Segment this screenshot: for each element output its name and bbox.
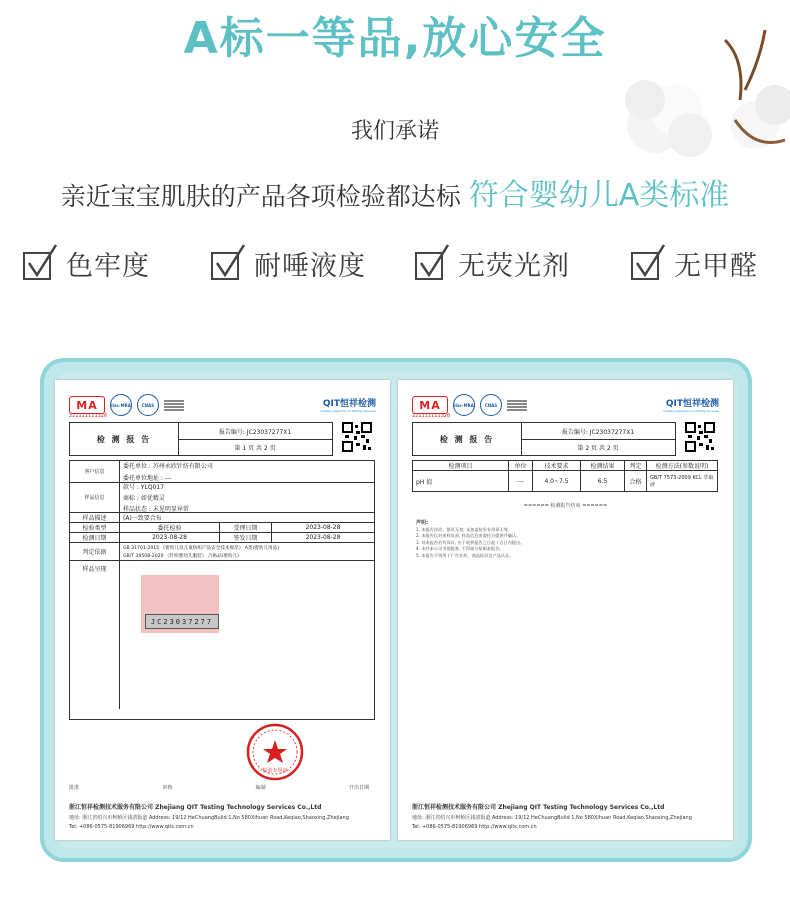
cma-number: 221111111326 xyxy=(412,413,451,419)
recv-date-label: 受理日期 xyxy=(220,523,272,532)
client-address: --- xyxy=(164,475,172,482)
col-header: 检测项目 xyxy=(413,461,509,470)
photo-label: 样品呈现 xyxy=(70,561,120,709)
report-title: 检 测 报 告 xyxy=(70,423,179,455)
report-number: 报告编号: JC23037277X1 xyxy=(521,423,675,440)
sample-desc: (A)一致要合布 xyxy=(123,515,162,522)
cell-key: 样品状态 xyxy=(123,506,148,512)
table-cell: GB/T 7573-2009 KCL 萃取液 xyxy=(650,475,714,488)
feature-no-formaldehyde xyxy=(630,238,758,288)
note-item: 3. 对本报告若有异议, 应于收到报告之日起十五日内提出。 xyxy=(416,539,525,545)
report-title-box xyxy=(412,422,676,456)
feature-label: 无甲醛 xyxy=(674,250,758,282)
checkbox-check-icon xyxy=(22,243,60,283)
cotton-flower-image xyxy=(615,30,790,170)
col-header: 检测方法(参数说明) xyxy=(655,463,709,470)
col-header: 判定 xyxy=(625,461,647,470)
report-title-box xyxy=(69,422,333,456)
issue-date: 2023-08-28 xyxy=(305,534,341,541)
headline: A标一等品,放心安全 xyxy=(183,13,607,64)
table-cell: --- xyxy=(509,471,533,491)
sample-tag: JC23037277 xyxy=(145,614,219,629)
inspect-type: 委托检验 xyxy=(120,523,220,532)
cell-key: 委托单位 xyxy=(123,463,148,470)
qit-logo: QIT恒祥检测 xyxy=(322,399,376,409)
report-footer xyxy=(69,802,381,833)
footer-tel: Tel: +086-0575-81906969 http://www.qits.com.cn xyxy=(412,824,537,830)
results-header-row xyxy=(413,461,717,471)
feature-label: 色牢度 xyxy=(66,250,150,282)
table-cell: 合格 xyxy=(625,471,647,491)
col-header: 检测结果 xyxy=(581,461,625,470)
compile-label: 编制 xyxy=(255,785,266,791)
test-date: 2023-08-28 xyxy=(120,533,220,542)
footer-company: 浙江恒祥检测技术服务有限公司 Zhejiang QIT Testing Technology Services Co.,Ltd xyxy=(69,804,322,811)
stamp-text: 检验专用章 xyxy=(262,768,288,774)
note-item: 1. 本报告涂改、错页无效; 未加盖检验专用章无效。 xyxy=(416,526,513,532)
table-cell: 6.5 xyxy=(581,471,625,491)
checkbox-check-icon xyxy=(210,243,248,283)
page-number: 第 2 页 共 2 页 xyxy=(577,444,619,452)
basis-label: 判定依据 xyxy=(70,543,120,560)
report-notes xyxy=(416,520,706,559)
subline xyxy=(0,170,790,214)
promise-heading: 我们承诺 xyxy=(350,119,439,144)
inspect-type-label: 检验类型 xyxy=(70,523,120,532)
sample-fabric-photo xyxy=(141,575,219,633)
col-header: 单位 xyxy=(509,461,533,470)
notes-title: 声明: xyxy=(416,520,428,526)
date-label: 开出日期 xyxy=(348,785,369,791)
cma-number: 221111111326 xyxy=(69,413,108,419)
report-page-1 xyxy=(55,380,390,840)
table-cell: 4.0~7.5 xyxy=(533,471,581,491)
results-table xyxy=(412,460,718,492)
signature-row xyxy=(69,784,369,791)
qr-code-icon xyxy=(342,422,372,452)
feature-colorfastness xyxy=(22,238,150,288)
approve-label: 批准 xyxy=(69,785,80,791)
table-cell: pH 值 xyxy=(413,471,509,491)
qit-subtitle: Quality Inspection & Testing Services xyxy=(320,409,376,413)
subline-highlight: 符合婴幼儿A类标准 xyxy=(468,178,730,213)
note-item: 5. 本报告不得用于广告宣传、商品标识及产品认证。 xyxy=(416,552,514,558)
client-name: 苏州永欣针纺有限公司 xyxy=(152,463,213,470)
footer-tel: Tel: +086-0575-81906969 http://www.qits.com.cn xyxy=(69,824,194,830)
report-info-table xyxy=(69,460,375,720)
issue-date-label: 签发日期 xyxy=(220,533,272,542)
client-row: 客户信息 委托单位 : 苏州永欣针纺有限公司 委托单位地址 : --- xyxy=(70,461,374,483)
qit-logo: QIT恒祥检测 xyxy=(665,399,719,409)
report-number: 报告编号: JC23037277X1 xyxy=(178,423,332,440)
report-title: 检 测 报 告 xyxy=(413,423,522,455)
feature-no-fluorescent xyxy=(414,238,570,288)
accreditation-text xyxy=(507,400,527,411)
report-page-2 xyxy=(398,380,733,840)
footer-address: 地址: 浙江省绍兴市柯桥区钱清街道 Address: 19/12 HeChuangBuild 1,No 580Xihuan Road,Keqiao,Shaoxing,Zhejiang xyxy=(69,815,349,821)
cnas-logo: CNAS xyxy=(137,394,159,416)
inspection-stamp xyxy=(245,722,305,782)
report-end-line: ====== 检测报告结束 ====== xyxy=(523,503,608,509)
cell-key: 商标 xyxy=(123,495,136,502)
cma-logo: MA xyxy=(412,396,448,414)
cma-logo: MA xyxy=(69,396,105,414)
cell-key: 委托单位地址 xyxy=(123,475,160,482)
review-label: 审核 xyxy=(162,785,173,791)
ilac-logo: ilac-MRA xyxy=(453,394,475,416)
checkbox-check-icon xyxy=(630,243,668,283)
sample-desc-label: 样品描述 xyxy=(70,513,120,522)
accreditation-text xyxy=(164,400,184,411)
client-label: 客户信息 xyxy=(70,461,120,482)
sample-state: 未见明显异常 xyxy=(152,506,189,512)
report-footer xyxy=(412,802,724,833)
note-item: 4. 未经本公司书面批准, 不得部分复制本报告。 xyxy=(416,546,504,551)
table-row xyxy=(413,471,717,491)
style-number: YLQ017 xyxy=(140,484,165,491)
basis-standard-2: GB/T 39508-2020 《针织婴幼儿服装》 合格品(婴幼儿) xyxy=(123,553,239,559)
col-header: 技术要求 xyxy=(533,461,581,470)
sample-label: 样品信息 xyxy=(70,483,120,512)
checkbox-check-icon xyxy=(414,243,452,283)
recv-date: 2023-08-28 xyxy=(305,524,341,531)
sample-row: 样品信息 款号 : YLQ017 商标 : 如优精灵 样品状态 : 未见明显异常 xyxy=(70,483,374,513)
cnas-logo: CNAS xyxy=(480,394,502,416)
note-item: 2. 本报告仅对来样负责, 样品信息由委托方提供并确认。 xyxy=(416,533,521,538)
feature-label: 耐唾液度 xyxy=(254,250,366,282)
page-number: 第 1 页 共 2 页 xyxy=(234,444,276,452)
qit-subtitle: Quality Inspection & Testing Services xyxy=(663,409,719,413)
feature-saliva-resistance xyxy=(210,238,366,288)
subline-plain: 亲近宝宝肌肤的产品各项检验都达标 xyxy=(60,182,461,211)
footer-company: 浙江恒祥检测技术服务有限公司 Zhejiang QIT Testing Technology Services Co.,Ltd xyxy=(412,804,665,811)
basis-standard-1: GB 31701-2015 《婴幼儿及儿童纺织产品安全技术规范》 A类(婴幼儿用品) xyxy=(123,545,280,551)
trademark: 如优精灵 xyxy=(140,495,165,502)
test-date-label: 检测日期 xyxy=(70,533,120,542)
qr-code-icon xyxy=(685,422,715,452)
footer-address: 地址: 浙江省绍兴市柯桥区钱清街道 Address: 19/12 HeChuangBuild 1,No 580Xihuan Road,Keqiao,Shaoxing,Zhejiang xyxy=(412,815,692,821)
cell-key: 款号 xyxy=(123,484,136,491)
feature-label: 无荧光剂 xyxy=(458,250,570,282)
ilac-logo: ilac-MRA xyxy=(110,394,132,416)
